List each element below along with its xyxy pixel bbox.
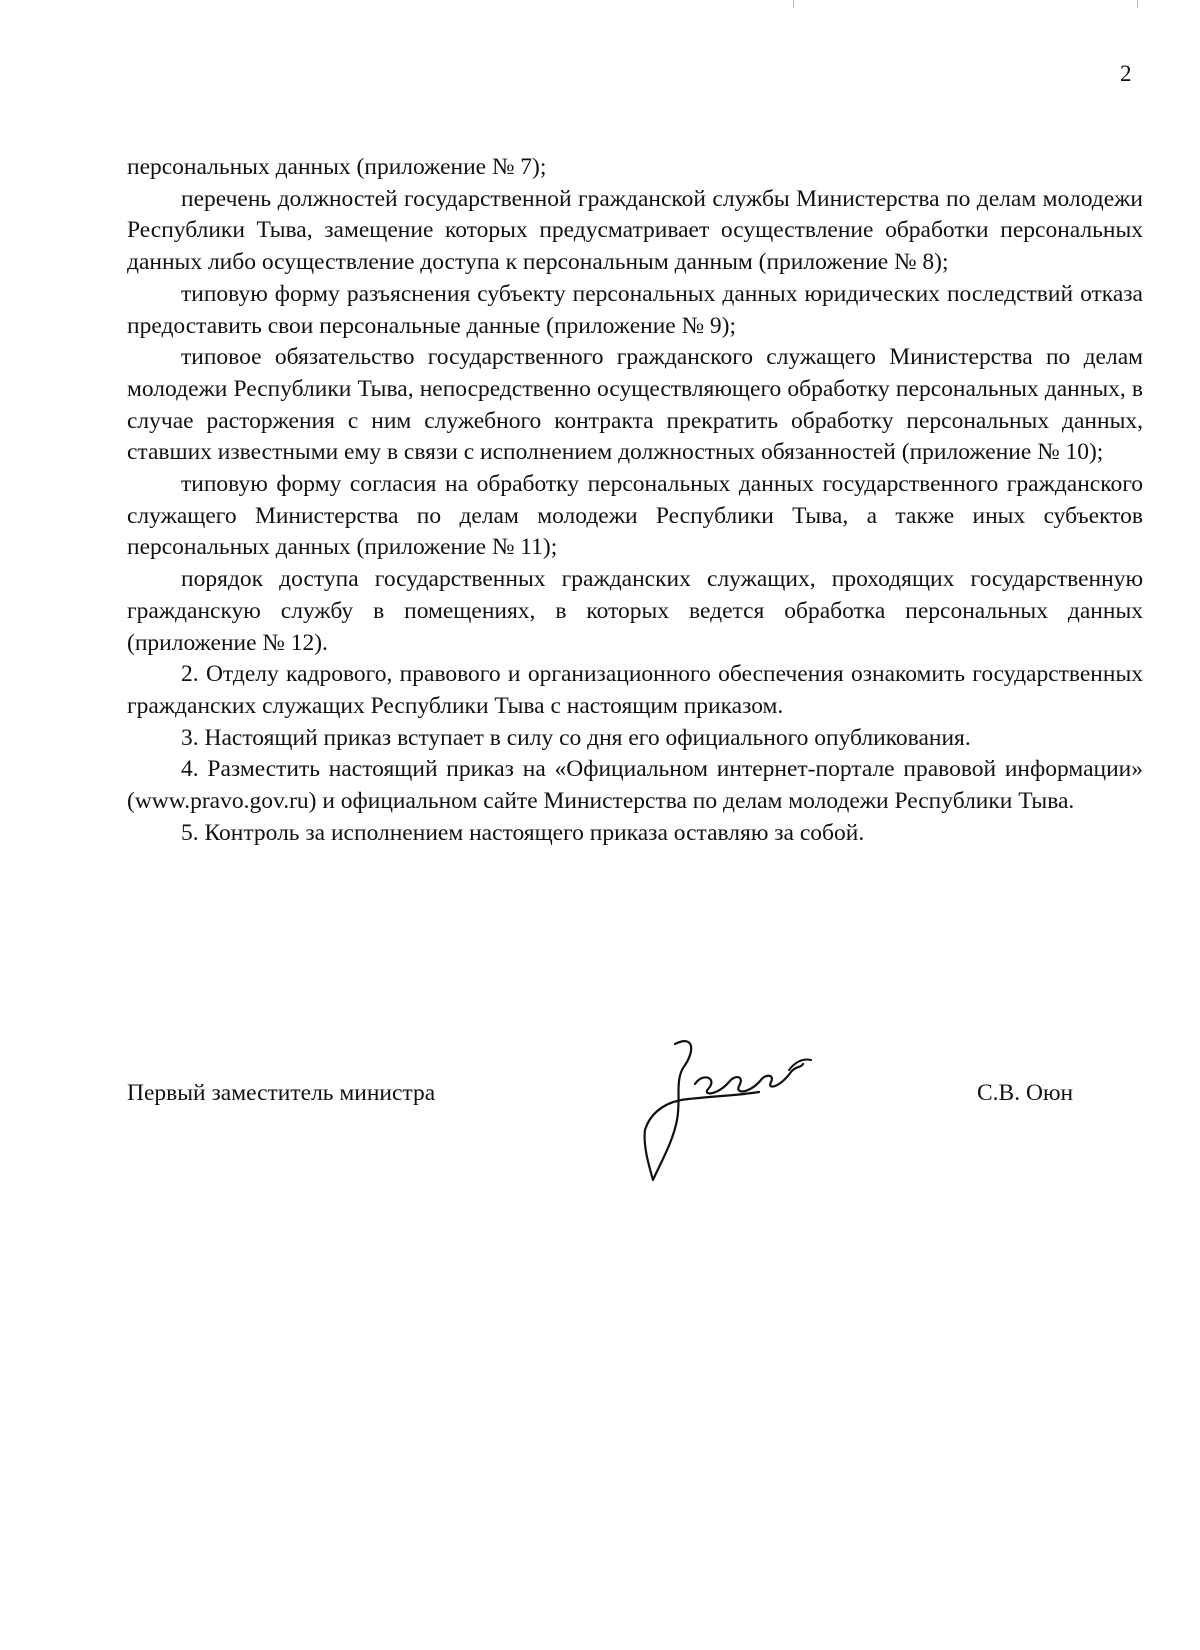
scan-mark <box>793 0 794 8</box>
paragraph: перечень должностей государственной гражданской службы Министерства по делам молодежи Республики Тыва, замещение которых предусматривает осуществление обработки персональных данных либо осуществление доступа к персональным данным (приложение № 8); <box>127 185 1143 276</box>
paragraph: типовое обязательство государственного гражданского служащего Министерства по делам молодежи Республики Тыва, непосредственно осуществляющего обработку персональных данных, в случае расторжения с ним служебного контракта прекратить обработку персональных данных, ставших известными ему в связи с исполнением должностных обязанностей (приложение № 10); <box>127 344 1143 466</box>
paragraph: 2. Отделу кадрового, правового и организационного обеспечения ознакомить государственных гражданских служащих Республики Тыва с настоящим приказом. <box>127 661 1143 719</box>
signer-title: Первый заместитель министра <box>127 1080 436 1106</box>
paragraph: 3. Настоящий приказ вступает в силу со дня его официального опубликования. <box>181 724 971 751</box>
signature-block <box>127 1078 1097 1188</box>
page-number: 2 <box>1120 61 1132 86</box>
paragraph: 4. Разместить настоящий приказ на «Официальном интернет-портале правовой информации» (www.pravo.gov.ru) и официальном сайте Министерства по делам молодежи Республики Тыва. <box>127 756 1143 815</box>
document-body <box>127 152 1143 849</box>
signer-name: С.В. Оюн <box>977 1080 1074 1106</box>
scan-mark <box>1137 0 1138 8</box>
paragraph: персональных данных (приложение № 7); <box>127 154 547 180</box>
paragraph: порядок доступа государственных гражданских служащих, проходящих государственную гражданскую службу в помещениях, в которых ведется обработка персональных данных (приложение № 12). <box>127 566 1143 656</box>
handwritten-signature <box>637 1038 827 1188</box>
paragraph: 5. Контроль за исполнением настоящего приказа оставляю за собой. <box>181 819 865 846</box>
paragraph: типовую форму разъяснения субъекту персональных данных юридических последствий отказа предоставить свои персональные данные (приложение № 9); <box>127 280 1143 339</box>
paragraph: типовую форму согласия на обработку персональных данных государственного гражданского служащего Министерства по делам молодежи Республики Тыва, а также иных субъектов персональных данных (приложение № 11); <box>127 471 1143 561</box>
